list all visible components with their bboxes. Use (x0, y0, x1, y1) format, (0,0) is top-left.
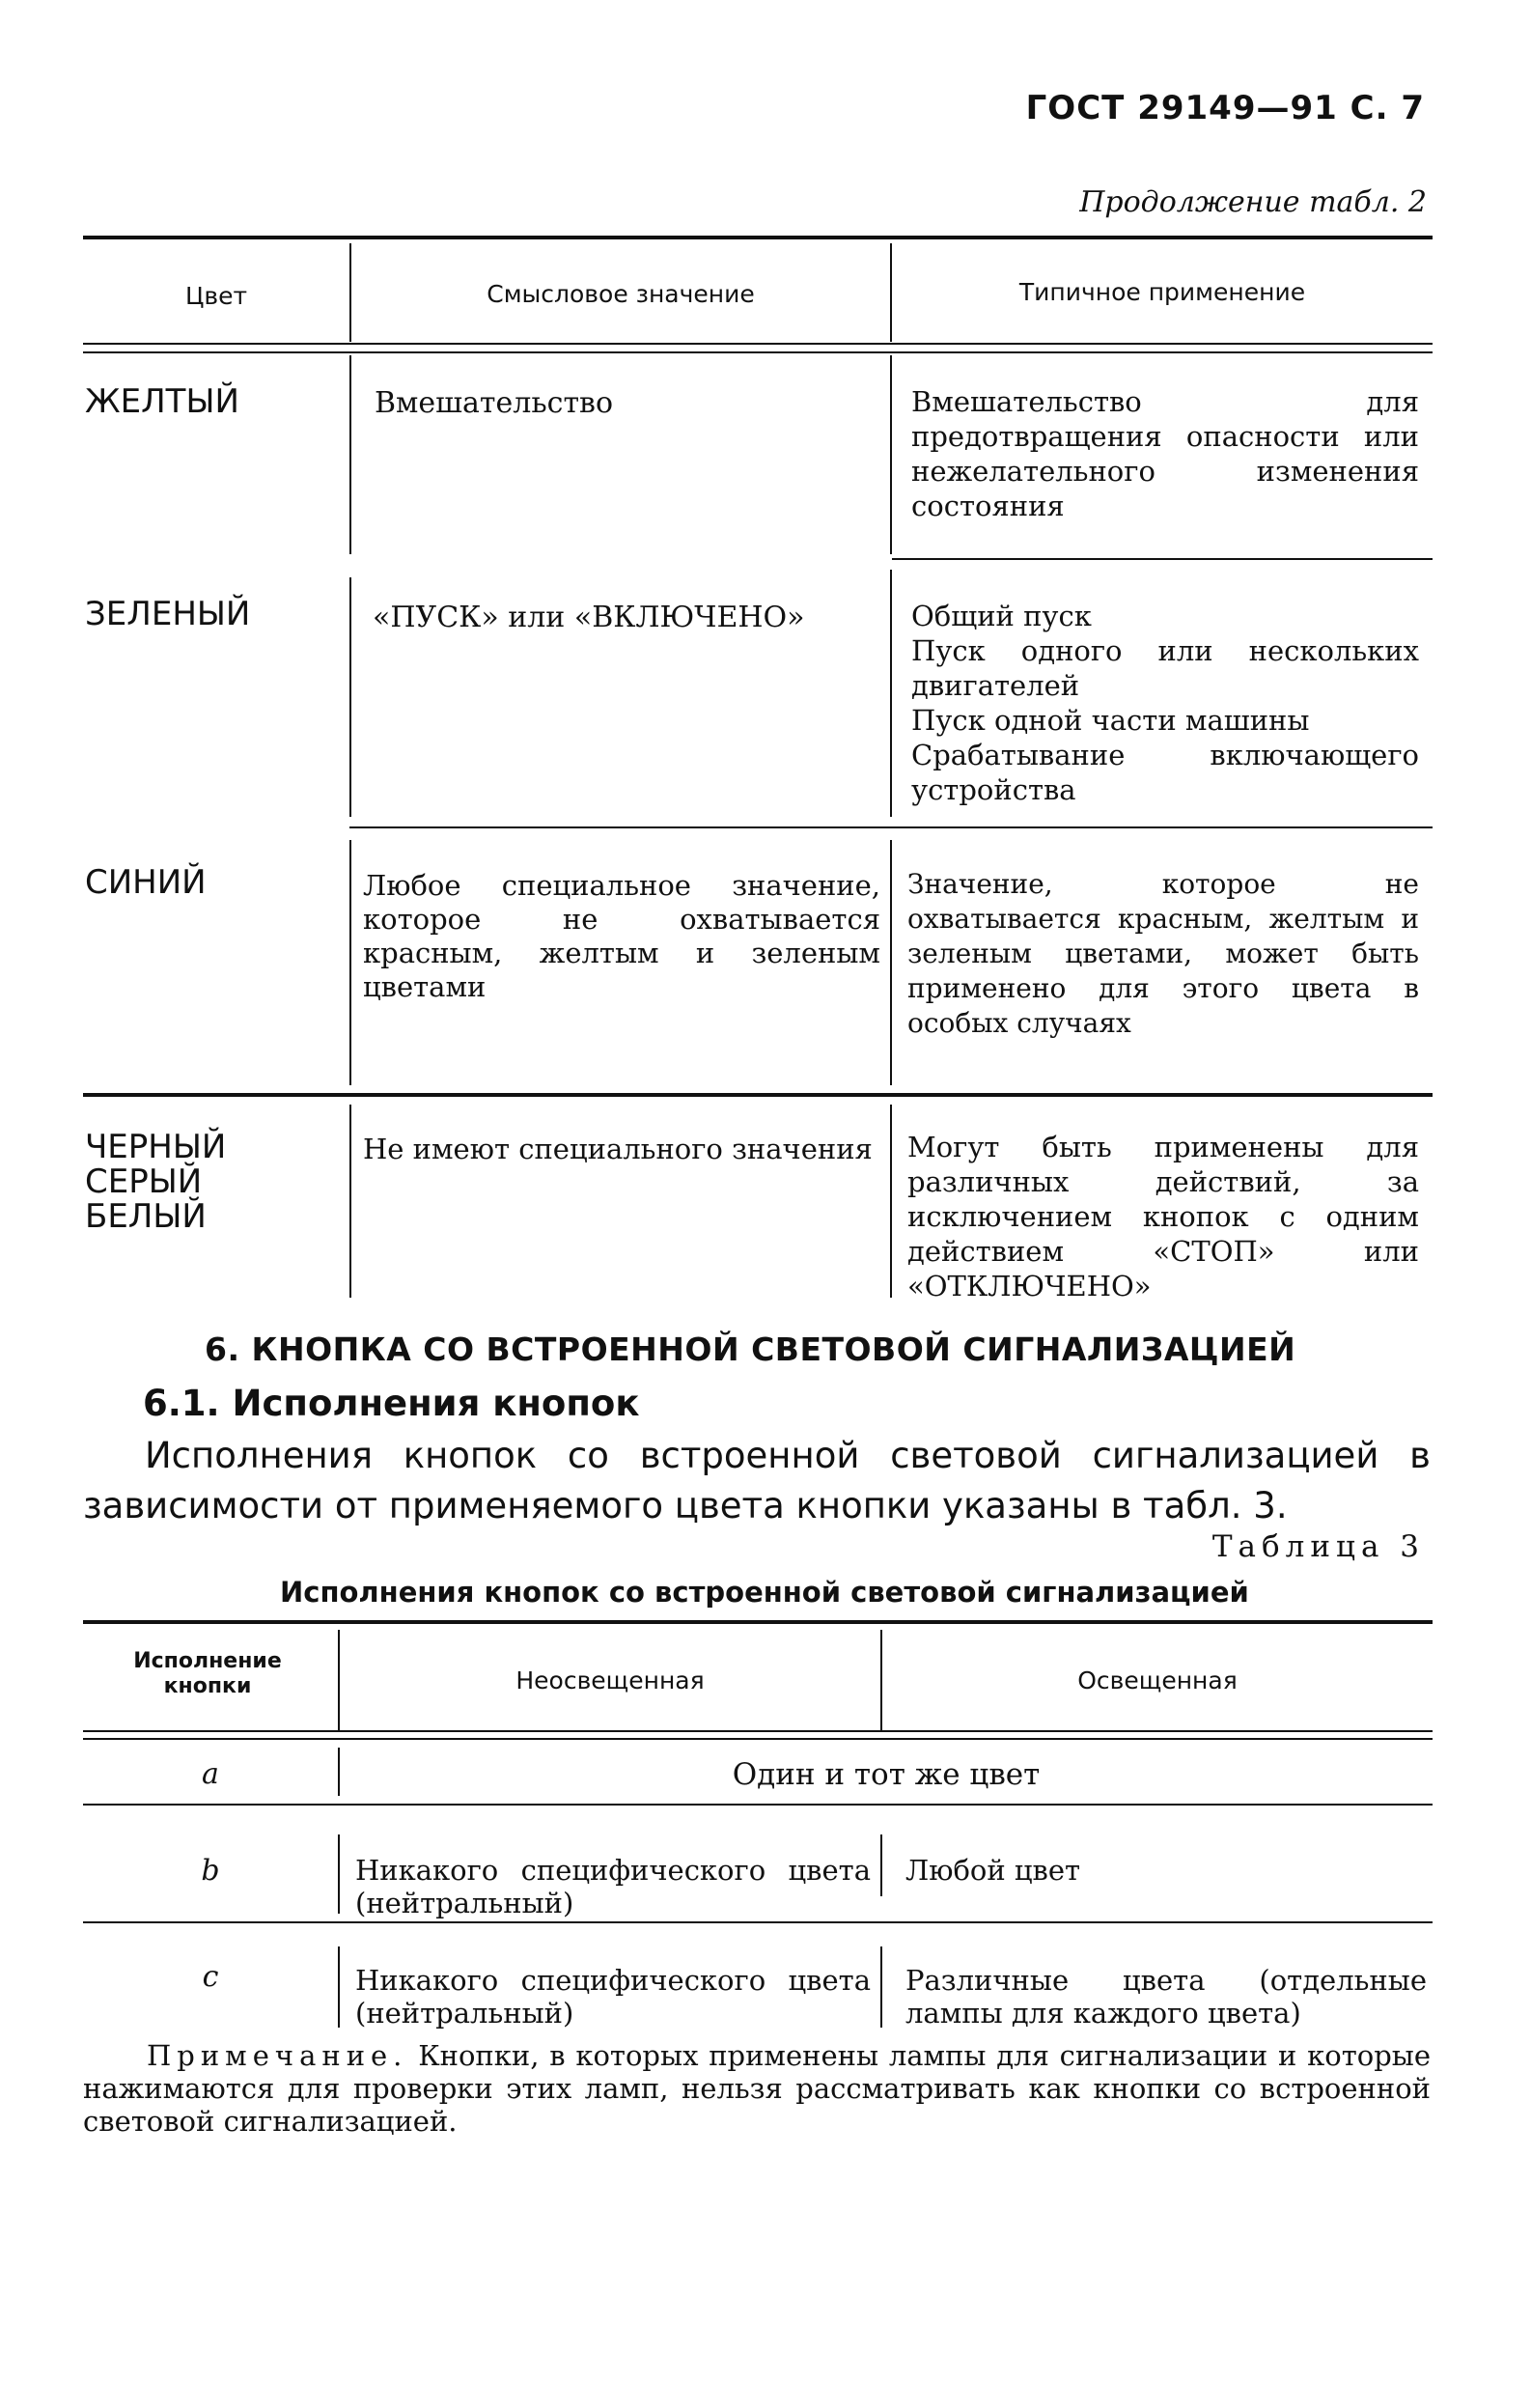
lit-cell: Любой цвет (905, 1854, 1081, 1887)
column-header: Неосвещенная (515, 1666, 705, 1694)
column-divider (890, 840, 892, 1085)
column-divider (349, 840, 351, 1085)
meaning-cell: Любое специальное значение, которое не охватывается красным, желтым и зеленым цветами (363, 869, 880, 1003)
row-divider (83, 1093, 1433, 1097)
column-header: Цвет (184, 282, 248, 310)
color-name: ЖЕЛТЫЙ (85, 382, 239, 421)
column-divider (349, 1105, 351, 1298)
table-top-rule (83, 236, 1433, 239)
column-divider (349, 577, 351, 817)
column-divider (880, 1834, 882, 1896)
lit-cell: Различные цвета (отдельные лампы для каждого цвета) (905, 1964, 1427, 2030)
usage-cell: Могут быть применены для различных действий, за исключением кнопок с одним действием «СТОП» или «ОТКЛЮЧЕНО» (907, 1131, 1419, 1302)
row-divider (83, 1804, 1433, 1806)
table-header-rule (83, 1730, 1433, 1732)
color-name: СИНИЙ (85, 863, 207, 902)
variant-label: a (202, 1757, 219, 1791)
row-divider (83, 1921, 1433, 1923)
column-header: Смысловое значение (487, 280, 755, 308)
usage-line: Общий пуск (911, 600, 1092, 632)
row-divider (892, 558, 1433, 560)
unlit-cell: Никакого специфического цвета (нейтральный) (355, 1964, 871, 2030)
color-name: ЧЕРНЫЙ (85, 1128, 227, 1166)
column-header: Типичное применение (1018, 278, 1306, 306)
usage-line: Пуск одной части машины (911, 704, 1310, 737)
column-divider (890, 570, 892, 817)
color-name: СЕРЫЙ (85, 1162, 203, 1201)
document-number: ГОСТ 29149—91 С. 7 (1025, 89, 1425, 127)
merged-cell: Один и тот же цвет (732, 1757, 1041, 1792)
column-divider (349, 355, 351, 554)
meaning-cell: Не имеют специального значения (363, 1133, 873, 1165)
subsection-heading: 6.1. Исполнения кнопок (143, 1383, 640, 1424)
table-header-rule (83, 1738, 1433, 1740)
section-heading: 6. КНОПКА СО ВСТРОЕННОЙ СВЕТОВОЙ СИГНАЛИЗАЦИЕЙ (205, 1330, 1296, 1368)
note-text: Кнопки, в которых применены лампы для сигнализации и которые нажимаются для проверки этих ламп, нельзя рассматривать как кнопки со встроенной световой сигнализацией. (83, 2039, 1431, 2138)
note-paragraph (83, 2039, 1431, 2138)
usage-cell: Вмешательство для предотвращения опасности или нежелательного изменения состояния (911, 385, 1419, 522)
color-name: БЕЛЫЙ (85, 1197, 207, 1236)
table-title: Исполнения кнопок со встроенной световой сигнализацией (280, 1576, 1249, 1609)
column-header: Освещенная (1077, 1666, 1238, 1694)
note-label: Примечание. (147, 2039, 408, 2072)
row-divider (349, 826, 1433, 828)
unlit-cell: Никакого специфического цвета (нейтральный) (355, 1854, 871, 1919)
column-divider (338, 1834, 340, 1914)
table-continuation-label: Продолжение табл. 2 (1079, 185, 1427, 219)
table-header-rule (83, 351, 1433, 353)
column-divider (890, 355, 892, 554)
usage-cell: Значение, которое не охватывается красным, желтым и зеленым цветами, может быть применено для этого цвета в особых случаях (907, 868, 1419, 1039)
section-paragraph: Исполнения кнопок со встроенной световой сигнализацией в зависимости от применяемого цвета кнопки указаны в табл. 3. (83, 1435, 1431, 1526)
meaning-cell: «ПУСК» или «ВКЛЮЧЕНО» (373, 601, 805, 634)
meaning-cell: Вмешательство (375, 386, 614, 420)
column-divider (880, 1946, 882, 2028)
table-number: Таблица 3 (1211, 1529, 1425, 1564)
color-name-list (85, 1130, 226, 1234)
column-divider (890, 1105, 892, 1298)
usage-cell (911, 599, 1419, 807)
table-top-rule (83, 1620, 1433, 1624)
variant-label: b (201, 1854, 220, 1888)
column-divider (338, 1946, 340, 2028)
usage-line: Срабатывание включающего устройства (911, 739, 1419, 806)
table-header-rule (83, 343, 1433, 345)
variant-label: c (202, 1960, 219, 1994)
column-header: Исполнение кнопки (133, 1649, 282, 1698)
color-name: ЗЕЛЕНЫЙ (85, 595, 251, 633)
usage-line: Пуск одного или нескольких двигателей (911, 634, 1419, 702)
